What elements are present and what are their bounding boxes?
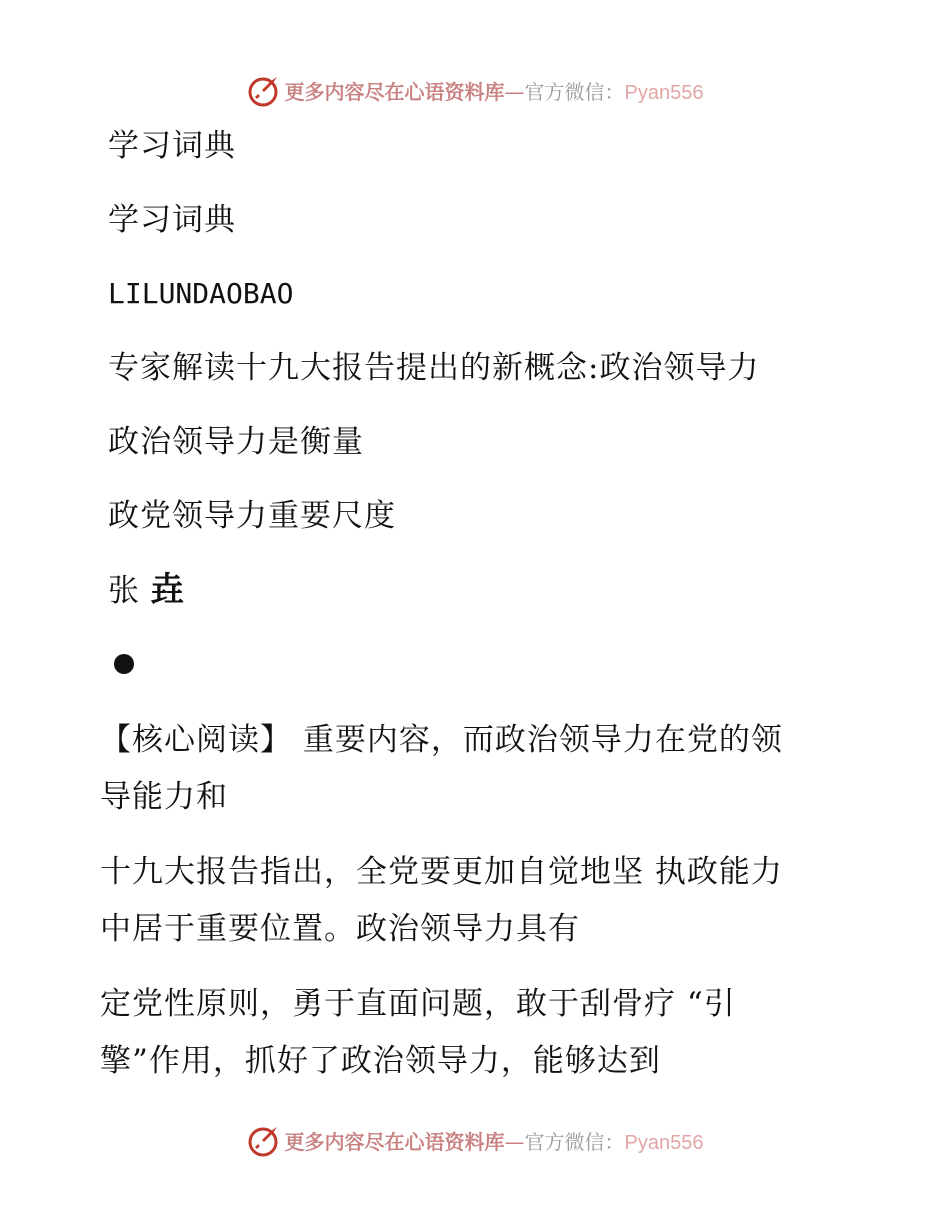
header-banner <box>0 70 950 110</box>
author-given-name: 垚 <box>150 570 185 610</box>
banner-wechat-id: Pyan556 <box>624 81 704 104</box>
banner-wechat-label: 官方微信： <box>524 1129 625 1154</box>
quill-logo-icon <box>247 1123 281 1157</box>
paragraph <box>100 712 860 826</box>
banner-site-name: 更多内容尽在心语资料库 <box>284 79 505 104</box>
paragraph-line: 定党性原则，勇于直面问题，敢于刮骨疗 “引 <box>100 986 736 1022</box>
paragraph-line: 中居于重要位置。政治领导力具有 <box>100 911 580 947</box>
paragraph <box>100 976 860 1090</box>
banner-text <box>285 1126 704 1155</box>
column-code: LILUNDAOBAO <box>108 277 294 310</box>
bullet-dot <box>114 654 134 674</box>
banner-wechat-label: 官方微信： <box>524 79 625 104</box>
article-subtitle-1: 政治领导力是衡量 <box>108 424 364 460</box>
article-subtitle-2: 政党领导力重要尺度 <box>108 498 396 534</box>
paragraph-line: 擎”作用，抓好了政治领导力，能够达到 <box>100 1043 661 1079</box>
section-label: 学习词典 <box>108 128 236 164</box>
paragraph-line: 导能力和 <box>100 779 228 815</box>
article-headline: 专家解读十九大报告提出的新概念:政治领导力 <box>108 350 760 386</box>
banner-dash: — <box>504 79 525 104</box>
banner-site-name: 更多内容尽在心语资料库 <box>284 1129 505 1154</box>
author-name <box>108 570 185 611</box>
paragraph-line: 【核心阅读】 重要内容，而政治领导力在党的领 <box>100 722 783 758</box>
quill-logo-icon <box>247 73 281 107</box>
banner-wechat-id: Pyan556 <box>624 1131 704 1154</box>
banner-text <box>285 76 704 105</box>
footer-banner <box>0 1120 950 1160</box>
banner-dash: — <box>504 1129 525 1154</box>
paragraph-line: 十九大报告指出，全党要更加自觉地坚 执政能力 <box>100 854 783 890</box>
section-label-repeat: 学习词典 <box>108 202 236 238</box>
paragraph <box>100 844 860 958</box>
author-surname: 张 <box>108 573 140 609</box>
